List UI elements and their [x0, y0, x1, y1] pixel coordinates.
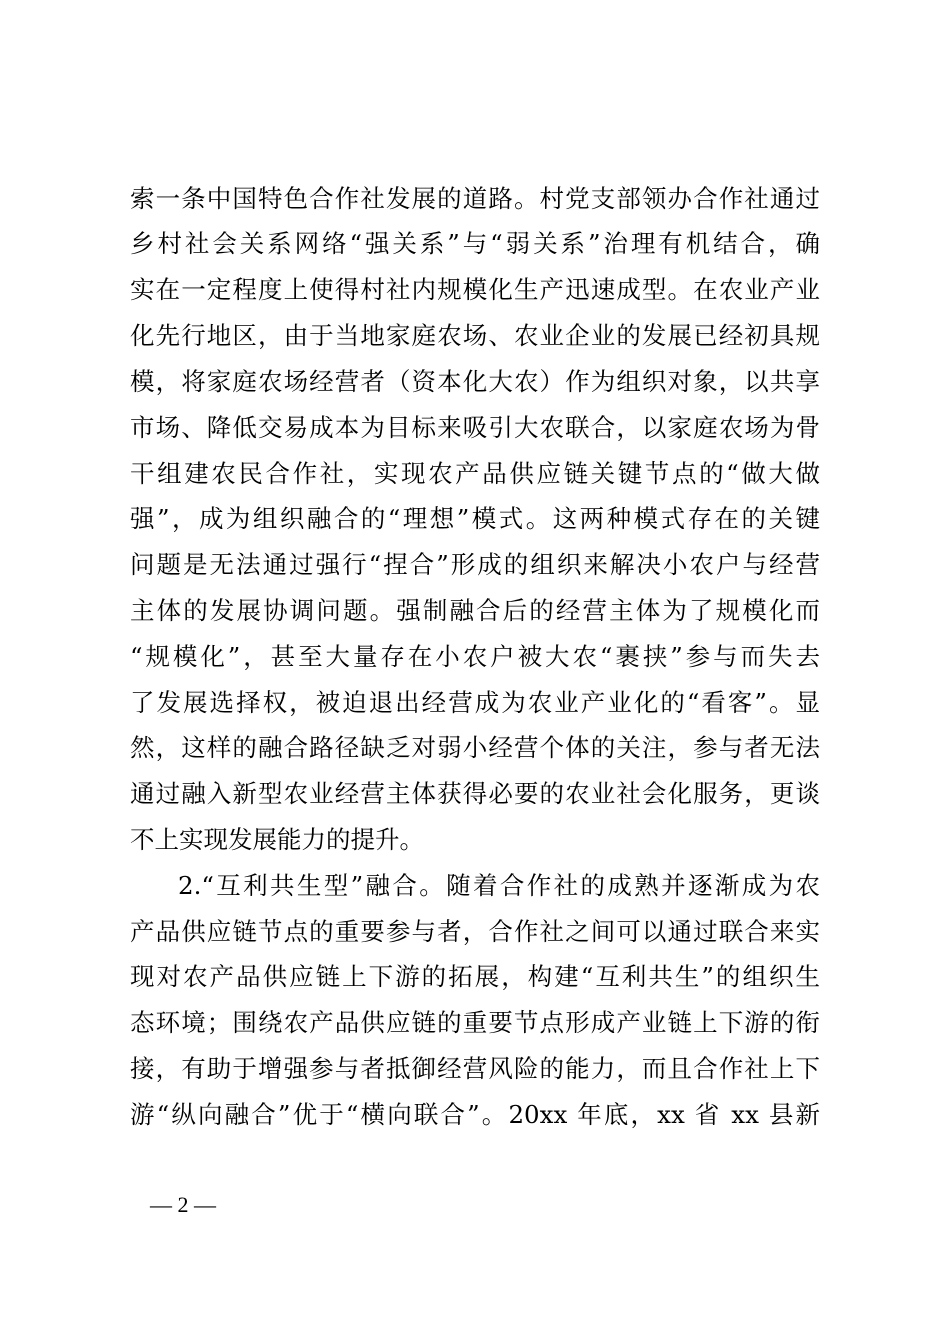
body-line-11: “规模化”，甚至大量存在小农户被大农“裹挟”参与而失去 [130, 642, 820, 671]
body-line-19: 态环境；围绕农产品供应链的重要节点形成产业链上下游的衔 [130, 1008, 820, 1037]
body-line-5: 模，将家庭农场经营者（资本化大农）作为组织对象，以共享 [130, 367, 820, 396]
body-line-2: 乡村社会关系网络“强关系”与“弱关系”治理有机结合，确 [130, 229, 820, 258]
body-line-14: 通过融入新型农业经营主体获得必要的农业社会化服务，更谈 [130, 779, 820, 808]
page-number: — 2 — [150, 1192, 216, 1217]
body-line-3: 实在一定程度上使得村社内规模化生产迅速成型。在农业产业 [130, 275, 820, 304]
body-line-12: 了发展选择权，被迫退出经营成为农业产业化的“看客”。显 [130, 688, 820, 717]
body-line-7: 干组建农民合作社，实现农产品供应链关键节点的“做大做 [130, 459, 820, 488]
body-line-20: 接，有助于增强参与者抵御经营风险的能力，而且合作社上下 [130, 1054, 820, 1083]
body-line-9: 问题是无法通过强行“捏合”形成的组织来解决小农户与经营 [130, 550, 820, 579]
body-line-1: 索一条中国特色合作社发展的道路。村党支部领办合作社通过 [130, 184, 820, 213]
body-line-17: 产品供应链节点的重要参与者，合作社之间可以通过联合来实 [130, 917, 820, 946]
body-line-21: 游“纵向融合”优于“横向联合”。20xx 年底，xx 省 xx 县新 [130, 1100, 820, 1129]
body-line-13: 然，这样的融合路径缺乏对弱小经营个体的关注，参与者无法 [130, 733, 820, 762]
body-line-8: 强”，成为组织融合的“理想”模式。这两种模式存在的关键 [130, 504, 820, 533]
body-line-18: 现对农产品供应链上下游的拓展，构建“互利共生”的组织生 [130, 962, 820, 991]
body-line-10: 主体的发展协调问题。强制融合后的经营主体为了规模化而 [130, 596, 820, 625]
body-line-6: 市场、降低交易成本为目标来吸引大农联合，以家庭农场为骨 [130, 413, 820, 442]
body-line-15: 不上实现发展能力的提升。 [130, 825, 424, 854]
body-line-4: 化先行地区，由于当地家庭农场、农业企业的发展已经初具规 [130, 321, 820, 350]
body-line-16: 2.“互利共生型”融合。随着合作社的成熟并逐渐成为农 [178, 871, 820, 900]
